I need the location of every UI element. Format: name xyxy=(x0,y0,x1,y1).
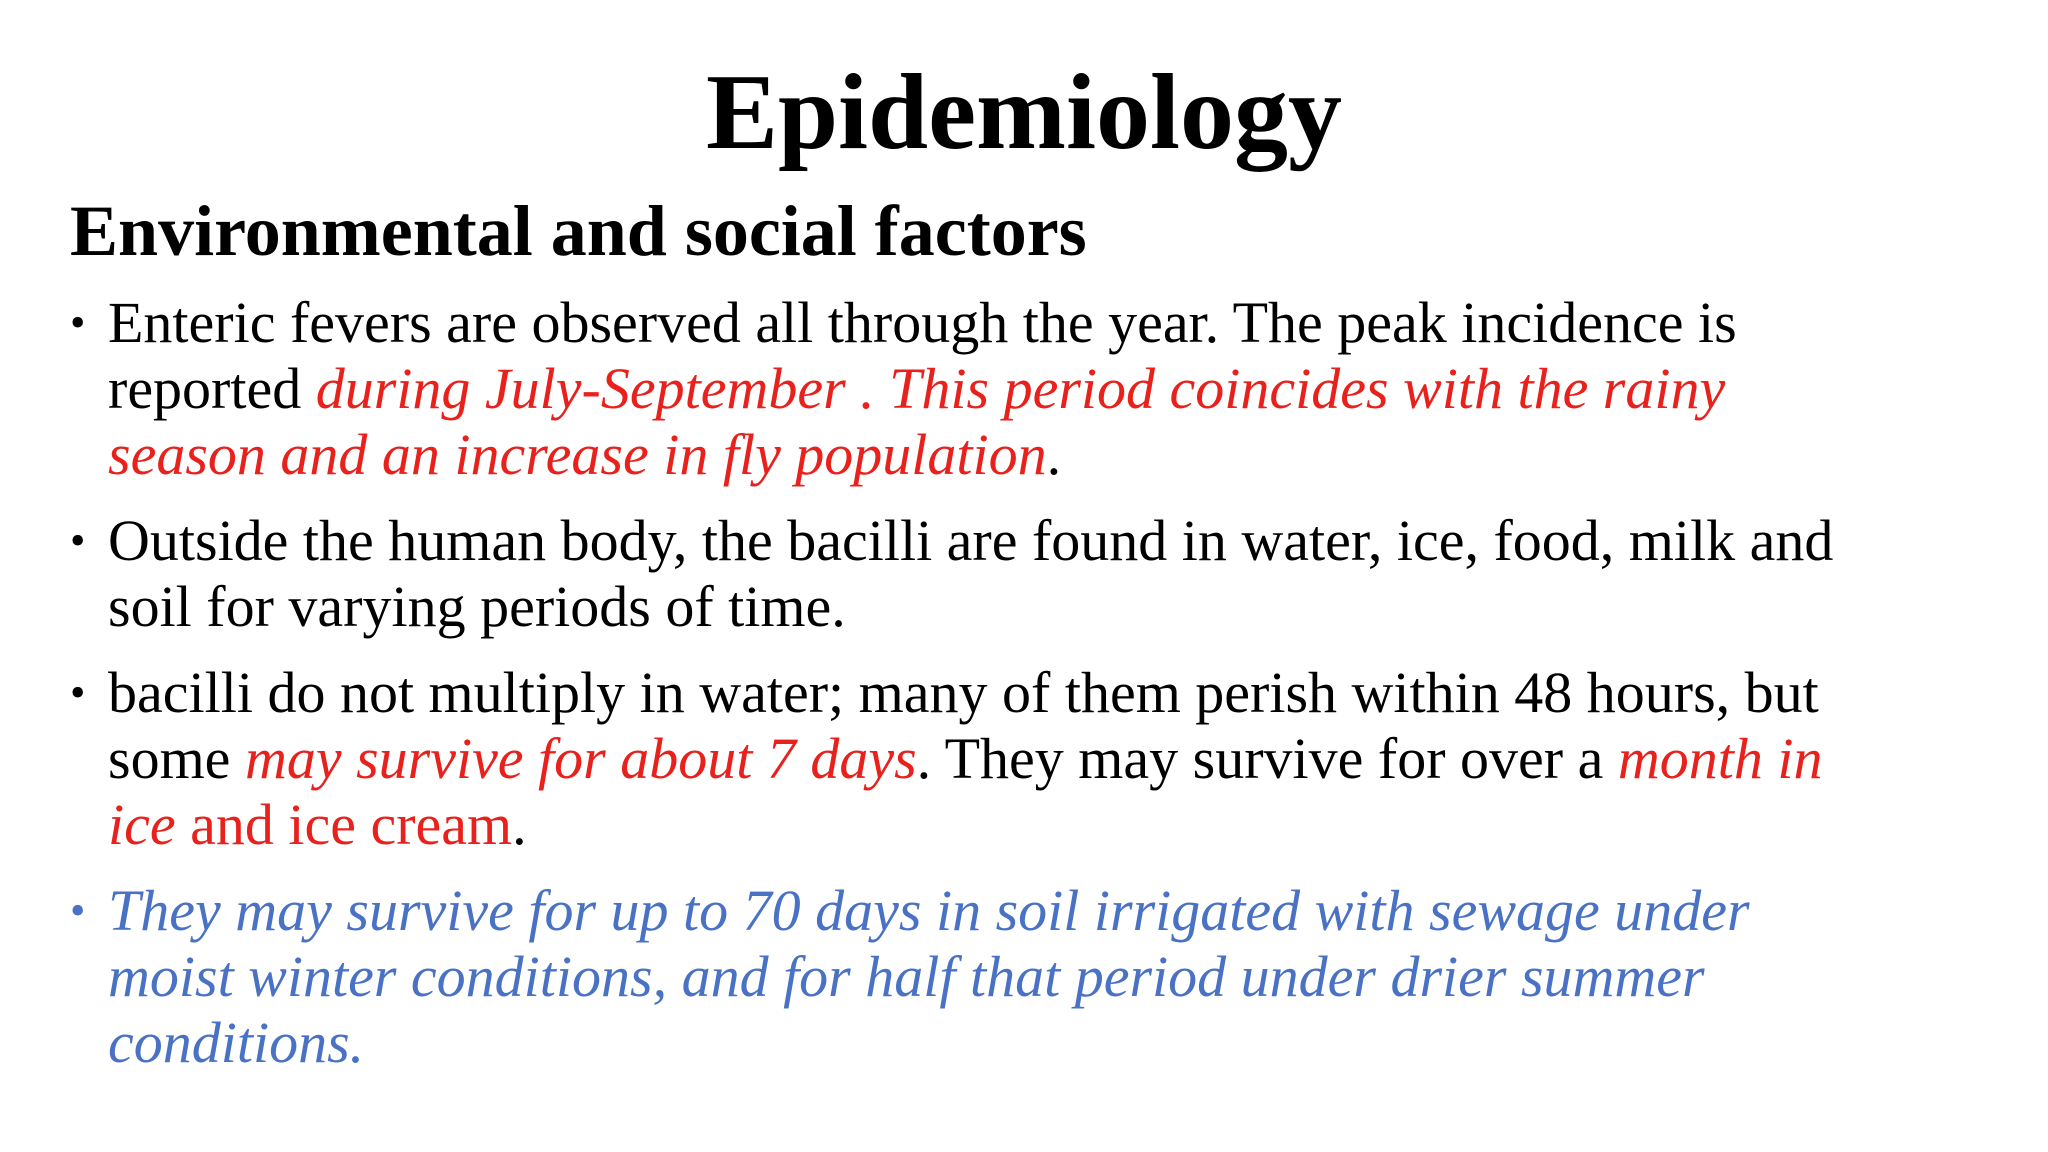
bullet-emphasis-text: month in ice xyxy=(108,726,1823,857)
bullet-text: bacilli do not multiply in water; many of them perish within 48 hours, but some xyxy=(108,660,1819,791)
bullet-emphasis-text: during July-September . This period coincides with the rainy season and an increase in fly population xyxy=(108,356,1726,487)
slide-title: Epidemiology xyxy=(705,53,1343,172)
bullet-text: They may survive for up to 70 days in soil irrigated with sewage under moist winter conditions, and for half that period under drier summer conditions. xyxy=(108,878,1750,1075)
bullet-item xyxy=(70,508,1870,640)
bullet-dot-icon: • xyxy=(70,886,86,935)
bullet-item xyxy=(70,878,1870,1076)
bullet-dot-icon: • xyxy=(70,298,86,347)
bullet-text: . They may survive for over a xyxy=(916,726,1618,791)
bullet-list xyxy=(70,290,1870,1096)
slide-subtitle: Environmental and social factors xyxy=(70,191,1087,271)
bullet-text: Enteric fevers are observed all through the year. The peak incidence is reported xyxy=(108,290,1737,421)
bullet-text: Outside the human body, the bacilli are found in water, ice, food, milk and soil for varying periods of time. xyxy=(108,508,1834,639)
bullet-item xyxy=(70,660,1870,858)
bullet-text: . xyxy=(1046,422,1062,487)
bullet-item xyxy=(70,290,1870,488)
bullet-dot-icon: • xyxy=(70,668,86,717)
bullet-emphasis-text: and ice cream xyxy=(175,792,513,857)
bullet-text: . xyxy=(512,792,527,857)
bullet-emphasis-text: may survive for about 7 days xyxy=(244,726,917,791)
bullet-dot-icon: • xyxy=(70,516,86,565)
